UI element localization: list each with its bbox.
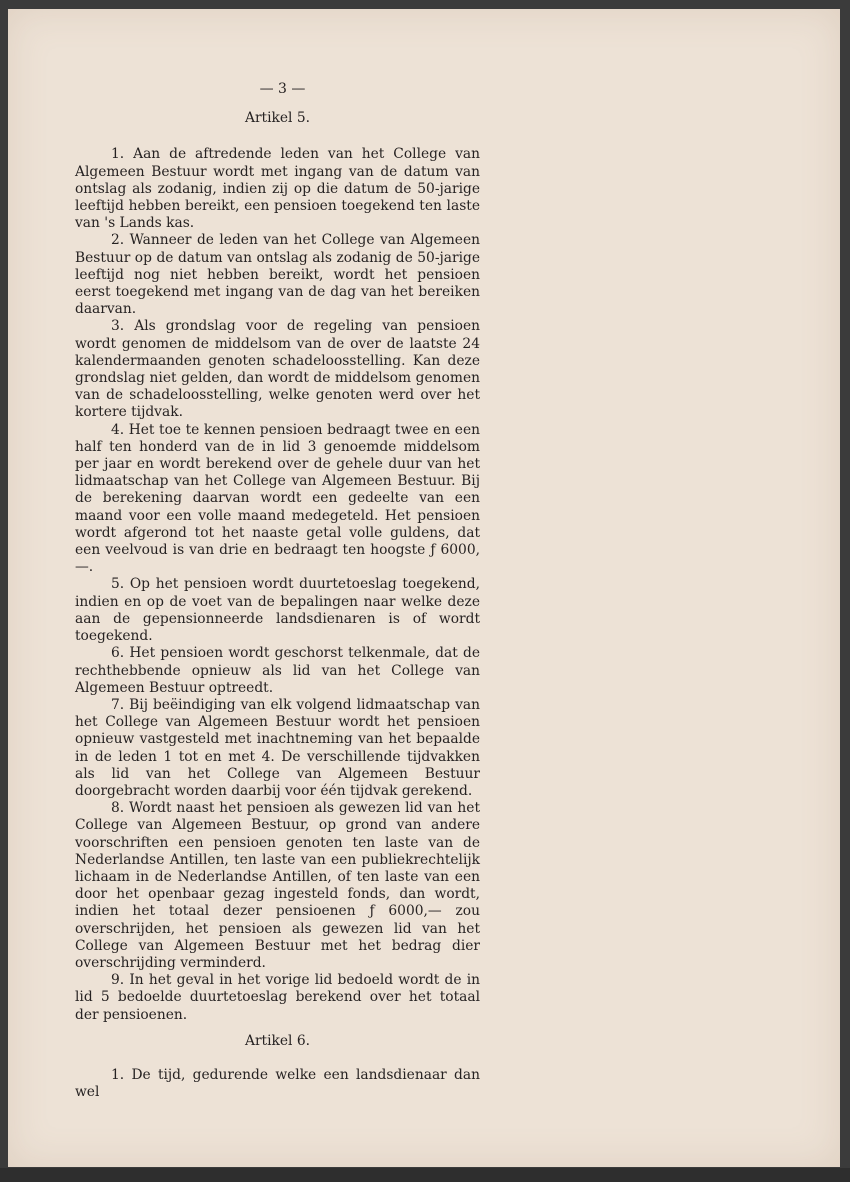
article-5-paragraph-8: 8. Wordt naast het pensioen als gewezen lid van het College van Algemeen Bestuur, op grond van andere voorschriften een pensioen genoten ten laste van de Nederlandse Antillen, ten laste van een publiekrechtelijk lichaam in de Nederlandse Antillen, of ten laste van een door het openbaar gezag ingesteld fonds, dan wordt, indien het totaal dezer pensioenen ƒ 6000,— zou overschrijden, het pensioen als gewezen lid van het College van Algemeen Bestuur met het bedrag dier overschrijding verminderd. [75,800,480,971]
article-5-paragraph-3: 3. Als grondslag voor de regeling van pensioen wordt genomen de middelsom van de over de laatste 24 kalendermaanden genoten schadeloosstelling. Kan deze grondslag niet gelden, dan wordt de middelsom genomen van de schadeloosstelling, welke genoten werd over het kortere tijdvak. [75,318,480,421]
article-5-paragraph-5: 5. Op het pensioen wordt duurtetoeslag toegekend, indien en op de voet van de bepalingen naar welke deze aan de gepensionneerde landsdienaren is of wordt toegekend. [75,576,480,645]
document-body [75,81,480,1101]
article-5-paragraph-2: 2. Wanneer de leden van het College van Algemeen Bestuur op de datum van ontslag als zodanig de 50-jarige leeftijd nog niet hebben bereikt, wordt het pensioen eerst toegekend met ingang van de dag van het bereiken daarvan. [75,232,480,318]
page-number: — 3 — [259,81,306,97]
article-5-paragraph-9: 9. In het geval in het vorige lid bedoeld wordt de in lid 5 bedoelde duurtetoeslag berekend over het totaal der pensioenen. [75,972,480,1023]
article-6-paragraph-1: 1. De tijd, gedurende welke een landsdienaar dan wel [75,1066,480,1101]
article-5-paragraph-7: 7. Bij beëindiging van elk volgend lidmaatschap van het College van Algemeen Bestuur wordt het pensioen opnieuw vastgesteld met inachtneming van het bepaalde in de leden 1 tot en met 4. De verschillende tijdvakken als lid van het College van Algemeen Bestuur doorgebracht worden daarbij voor één tijdvak gerekend. [75,696,480,799]
article-5-paragraph-1: 1. Aan de aftredende leden van het College van Algemeen Bestuur wordt met ingang van de datum van ontslag als zodanig, indien zij op die datum de 50-jarige leeftijd hebben bereikt, een pensioen toegekend ten laste van 's Lands kas. [75,146,480,232]
document-page [8,9,840,1167]
article-5-heading: Artikel 5. [244,110,310,127]
article-6-heading: Artikel 6. [244,1032,310,1049]
scan-border [0,1168,850,1182]
article-5-paragraph-4: 4. Het toe te kennen pensioen bedraagt twee en een half ten honderd van de in lid 3 genoemde middelsom per jaar en wordt berekend over de gehele duur van het lidmaatschap van het College van Algemeen Bestuur. Bij de berekening daarvan wordt een gedeelte van een maand voor een volle maand medegeteld. Het pensioen wordt afgerond tot het naaste getal volle guldens, dat een veelvoud is van drie en bedraagt ten hoogste ƒ 6000,—. [75,421,480,576]
article-5-paragraph-6: 6. Het pensioen wordt geschorst telkenmale, dat de rechthebbende opnieuw als lid van het College van Algemeen Bestuur optreedt. [75,645,480,696]
